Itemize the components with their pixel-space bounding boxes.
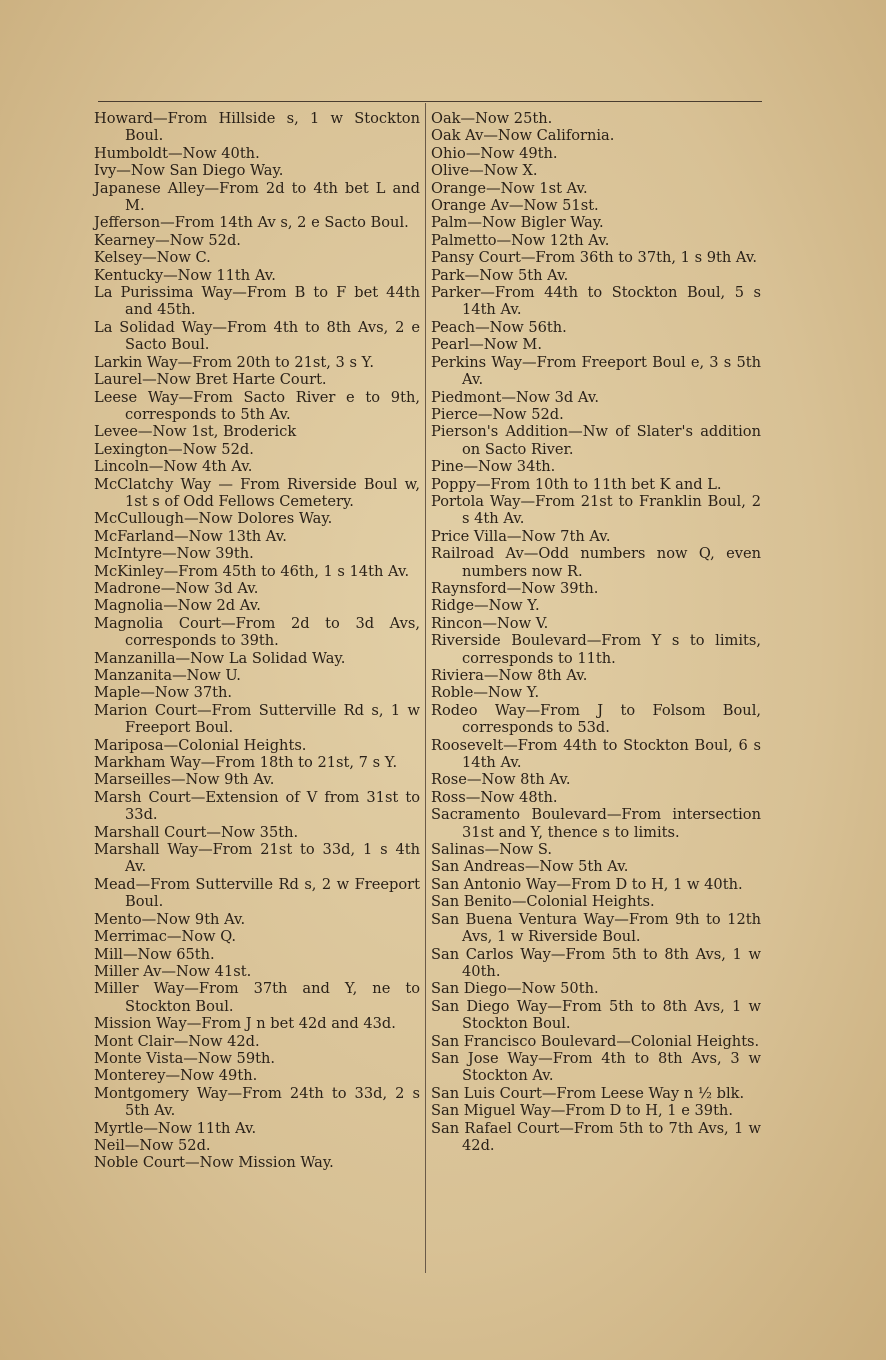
street-entry: San Buena Ventura Way—From 9th to 12th Avs, 1 w Riverside Boul.: [431, 910, 761, 946]
street-entry: La Purissima Way—From B to F bet 44th and 45th.: [94, 284, 420, 319]
street-entry: Mariposa—Colonial Heights.: [94, 736, 307, 754]
street-entry: Piedmont—Now 3d Av.: [431, 388, 599, 406]
street-entry: Levee—Now 1st, Broderick: [94, 423, 297, 441]
street-entry: Miller Av—Now 41st.: [94, 962, 252, 980]
street-entry: San Diego—Now 50th.: [431, 980, 599, 998]
street-entry: Pierson's Addition—Nw of Slater's addition on Sacto River.: [431, 423, 761, 458]
street-entry: Magnolia Court—From 2d to 3d Avs, corresponds to 39th.: [94, 614, 420, 650]
street-entry: Larkin Way—From 20th to 21st, 3 s Y.: [94, 353, 374, 371]
street-entry: Mead—From Sutterville Rd s, 2 w Freeport Boul.: [94, 875, 420, 911]
street-entry: Miller Way—From 37th and Y, ne to Stockton Boul.: [94, 980, 420, 1015]
street-entry: Lexington—Now 52d.: [94, 440, 254, 458]
street-entry: Poppy—From 10th to 11th bet K and L.: [431, 475, 722, 493]
street-entry: Humboldt—Now 40th.: [94, 144, 260, 162]
street-entry: Jefferson—From 14th Av s, 2 e Sacto Boul.: [94, 214, 409, 232]
street-entry: Magnolia—Now 2d Av.: [94, 597, 261, 615]
street-entry: Marsh Court—Extension of V from 31st to 33d.: [94, 788, 420, 824]
street-entry: Palmetto—Now 12th Av.: [431, 231, 610, 249]
street-entry: Rose—Now 8th Av.: [431, 771, 571, 789]
street-entry: San Antonio Way—From D to H, 1 w 40th.: [431, 875, 743, 893]
street-entry: Myrtle—Now 11th Av.: [94, 1119, 257, 1137]
street-entry: Marshall Way—From 21st to 33d, 1 s 4th Av.: [94, 841, 420, 876]
street-entry: San Andreas—Now 5th Av.: [431, 858, 629, 876]
column-divider: [425, 103, 426, 1273]
left-column: [94, 110, 420, 1172]
street-entry: Riviera—Now 8th Av.: [431, 667, 588, 684]
street-entry: Howard—From Hillside s, 1 w Stockton Boul.: [94, 110, 420, 145]
street-entry: San Rafael Court—From 5th to 7th Avs, 1 w 42d.: [431, 1119, 761, 1154]
street-entry: McIntyre—Now 39th.: [94, 545, 254, 563]
street-entry: Merrimac—Now Q.: [94, 928, 237, 946]
street-entry: Rodeo Way—From J to Folsom Boul, corresponds to 53d.: [431, 701, 761, 737]
street-entry: Manzanilla—Now La Solidad Way.: [94, 649, 346, 667]
street-entry: Marshall Court—Now 35th.: [94, 823, 299, 841]
street-entry: Raynsford—Now 39th.: [431, 579, 599, 597]
street-entry: Park—Now 5th Av.: [431, 266, 569, 284]
street-entry: Kearney—Now 52d.: [94, 231, 241, 249]
street-entry: Ridge—Now Y.: [431, 597, 540, 615]
street-entry: Roosevelt—From 44th to Stockton Boul, 6 s 14th Av.: [431, 736, 761, 772]
street-entry: Palm—Now Bigler Way.: [431, 214, 604, 232]
street-entry: San Miguel Way—From D to H, 1 e 39th.: [431, 1102, 733, 1120]
street-entry: Olive—Now X.: [431, 162, 538, 180]
street-entry: Mento—Now 9th Av.: [94, 910, 246, 928]
street-entry: Perkins Way—From Freeport Boul e, 3 s 5th Av.: [431, 353, 761, 389]
street-entry: Ivy—Now San Diego Way.: [94, 162, 284, 180]
street-entry: Pansy Court—From 36th to 37th, 1 s 9th Av.: [431, 249, 757, 267]
street-entry: San Carlos Way—From 5th to 8th Avs, 1 w 40th.: [431, 945, 761, 980]
street-entry: San Luis Court—From Leese Way n ½ blk.: [431, 1084, 745, 1102]
street-entry: Salinas—Now S.: [431, 841, 553, 859]
street-entry: Montgomery Way—From 24th to 33d, 2 s 5th Av.: [94, 1084, 420, 1120]
street-entry: Railroad Av—Odd numbers now Q, even numbers now R.: [431, 545, 761, 580]
street-entry: Oak Av—Now California.: [431, 127, 615, 145]
street-entry: San Diego Way—From 5th to 8th Avs, 1 w Stockton Boul.: [431, 997, 761, 1033]
street-entry: Neil—Now 52d.: [94, 1136, 211, 1154]
street-entry: Peach—Now 56th.: [431, 318, 567, 336]
street-entry: Monte Vista—Now 59th.: [94, 1049, 276, 1067]
street-entry: Marseilles—Now 9th Av.: [94, 771, 275, 789]
street-entry: McFarland—Now 13th Av.: [94, 527, 287, 545]
street-entry: Orange Av—Now 51st.: [431, 197, 599, 215]
street-entry: Marion Court—From Sutterville Rd s, 1 w Freeport Boul.: [94, 701, 420, 737]
street-entry: Monterey—Now 49th.: [94, 1067, 258, 1085]
street-entry: McCullough—Now Dolores Way.: [94, 510, 333, 528]
street-entry: McClatchy Way — From Riverside Boul w, 1st s of Odd Fellows Cemetery.: [94, 475, 420, 510]
right-column: [431, 110, 761, 1154]
street-entry: Mont Clair—Now 42d.: [94, 1032, 260, 1050]
street-entry: Ross—Now 48th.: [431, 788, 558, 806]
street-entry: Markham Way—From 18th to 21st, 7 s Y.: [94, 754, 398, 772]
street-entry: Manzanita—Now U.: [94, 667, 241, 684]
header-rule: [98, 101, 762, 102]
street-entry: Sacramento Boulevard—From intersection 31st and Y, thence s to limits.: [431, 806, 761, 841]
street-entry: Laurel—Now Bret Harte Court.: [94, 371, 327, 389]
street-entry: Kentucky—Now 11th Av.: [94, 266, 276, 284]
street-entry: Price Villa—Now 7th Av.: [431, 527, 611, 545]
street-entry: La Solidad Way—From 4th to 8th Avs, 2 e Sacto Boul.: [94, 318, 420, 354]
street-entry: Japanese Alley—From 2d to 4th bet L and M.: [94, 179, 420, 215]
street-entry: Oak—Now 25th.: [431, 110, 553, 127]
street-entry: Mill—Now 65th.: [94, 945, 215, 963]
street-entry: San Francisco Boulevard—Colonial Heights.: [431, 1032, 760, 1050]
street-entry: Orange—Now 1st Av.: [431, 179, 588, 197]
street-entry: McKinley—From 45th to 46th, 1 s 14th Av.: [94, 562, 410, 580]
street-entry: Pine—Now 34th.: [431, 458, 556, 476]
street-entry: Parker—From 44th to Stockton Boul, 5 s 14th Av.: [431, 284, 761, 319]
street-entry: Pearl—Now M.: [431, 336, 543, 354]
street-entry: Roble—Now Y.: [431, 684, 540, 702]
street-entry: Ohio—Now 49th.: [431, 144, 558, 162]
street-entry: San Benito—Colonial Heights.: [431, 893, 655, 911]
street-entry: Portola Way—From 21st to Franklin Boul, 2 s 4th Av.: [431, 492, 761, 528]
street-entry: San Jose Way—From 4th to 8th Avs, 3 w Stockton Av.: [431, 1049, 761, 1085]
street-entry: Kelsey—Now C.: [94, 249, 211, 267]
street-entry: Leese Way—From Sacto River e to 9th, corresponds to 5th Av.: [94, 388, 420, 423]
street-entry: Riverside Boulevard—From Y s to limits, corresponds to 11th.: [431, 632, 761, 667]
street-entry: Maple—Now 37th.: [94, 684, 233, 702]
street-entry: Lincoln—Now 4th Av.: [94, 458, 253, 476]
street-entry: Madrone—Now 3d Av.: [94, 579, 259, 597]
street-entry: Pierce—Now 52d.: [431, 405, 564, 423]
street-entry: Rincon—Now V.: [431, 614, 549, 632]
street-entry: Noble Court—Now Mission Way.: [94, 1154, 334, 1172]
street-entry: Mission Way—From J n bet 42d and 43d.: [94, 1015, 396, 1033]
